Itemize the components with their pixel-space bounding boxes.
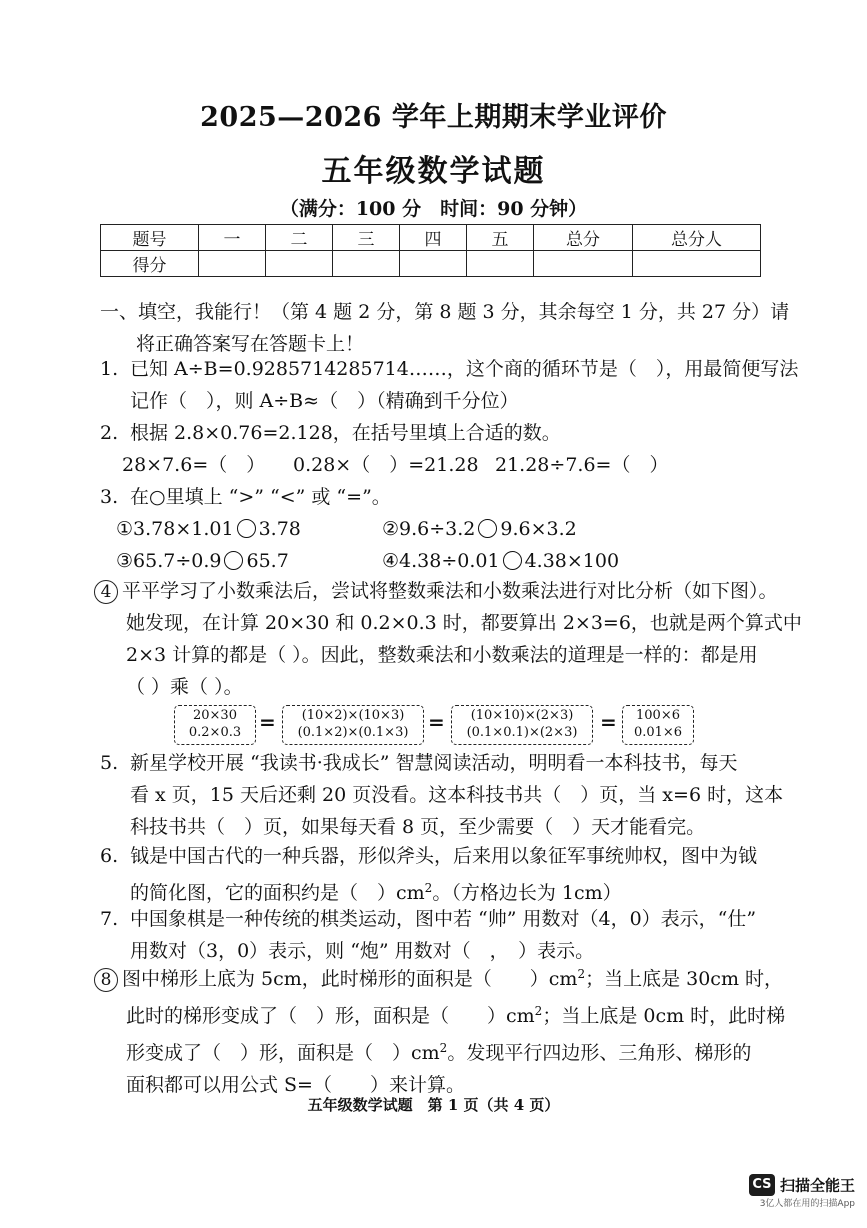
- question-number: 2.: [100, 422, 119, 444]
- answer-circle: [237, 519, 256, 538]
- question-2: [100, 417, 765, 481]
- score-cell: [467, 251, 534, 277]
- question-text-part: 形变成了（ ）形，面积是（ ）cm: [126, 1042, 440, 1064]
- compare-right: 3.78: [258, 518, 301, 540]
- question-number: 6.: [100, 845, 119, 867]
- superscript: 2: [534, 1004, 543, 1018]
- compare-item: [116, 545, 289, 577]
- diagram-box-line: (0.1×2)×(0.1×3): [297, 725, 409, 740]
- scanner-watermark: [749, 1174, 855, 1209]
- diagram-box-line: 0.2×0.3: [188, 725, 242, 740]
- q2-item: 0.28×（ ）=21.28: [293, 454, 479, 476]
- equals-sign: =: [600, 710, 617, 734]
- question-text: 看 x 页，15 天后还剩 20 页没看。这本科技书共（ ）页，当 x=6 时，这本: [130, 784, 784, 806]
- question-text-part: ；当上底是 0cm 时，此时梯: [542, 1005, 786, 1027]
- question-1: [100, 353, 799, 417]
- score-header-cell: 总分人: [633, 225, 761, 251]
- compare-right: 65.7: [246, 550, 289, 572]
- question-number-circled: 4: [94, 580, 118, 604]
- compare-right: 9.6×3.2: [500, 518, 577, 540]
- compare-right: 4.38×100: [524, 550, 620, 572]
- section-heading: [100, 296, 790, 360]
- question-text-part: 。（方格边长为 1cm）: [432, 882, 622, 904]
- question-text-part: ；当上底是 30cm 时，: [585, 968, 784, 990]
- answer-circle: [478, 519, 497, 538]
- watermark-subtitle: 3亿人都在用的扫描App: [759, 1199, 855, 1209]
- question-text: 平平学习了小数乘法后，尝试将整数乘法和小数乘法进行对比分析（如下图）。: [122, 580, 778, 602]
- q2-item: 21.28÷7.6=（ ）: [495, 454, 669, 476]
- question-text-part: 图中梯形上底为 5cm，此时梯形的面积是（ ）cm: [122, 968, 578, 990]
- answer-circle: [224, 551, 243, 570]
- question-text: 用数对（3，0）表示，则 “炮” 用数对（ ， ）表示。: [130, 940, 595, 962]
- question-number: 1.: [100, 358, 119, 380]
- diagram-box: [174, 705, 256, 745]
- diagram-box-line: (10×10)×(2×3): [470, 708, 574, 723]
- question-number: 3.: [100, 486, 119, 508]
- score-header-cell: 一: [199, 225, 266, 251]
- watermark-brand: 扫描全能王: [779, 1176, 855, 1195]
- question-text: 已知 A÷B=0.9285714285714……，这个商的循环节是（ ），用最简便写法: [130, 358, 799, 380]
- score-cell: [333, 251, 400, 277]
- question-text-part: 此时的梯形变成了（ ）形，面积是（ ）cm: [126, 1005, 535, 1027]
- diagram-box-line: (0.1×0.1)×(2×3): [466, 725, 578, 740]
- score-header-cell: 总分: [534, 225, 633, 251]
- compare-left: ④4.38÷0.01: [382, 550, 500, 572]
- question-number: 5.: [100, 752, 119, 774]
- question-text: 钺是中国古代的一种兵器，形似斧头，后来用以象征军事统帅权，图中为钺: [130, 845, 758, 867]
- score-header-cell: 五: [467, 225, 534, 251]
- score-table-score-row: [101, 251, 761, 277]
- score-cell: [633, 251, 761, 277]
- equals-sign: =: [259, 710, 276, 734]
- diagram-box-line: 20×30: [193, 708, 237, 723]
- score-row-label: 得分: [101, 251, 199, 277]
- question-5: [100, 747, 784, 843]
- compare-left: ①3.78×1.01: [116, 518, 234, 540]
- superscript: 2: [577, 967, 586, 981]
- score-header-cell: 三: [333, 225, 400, 251]
- question-text: 根据 2.8×0.76=2.128，在括号里填上合适的数。: [130, 422, 561, 444]
- score-header-cell: 二: [266, 225, 333, 251]
- answer-circle: [503, 551, 522, 570]
- question-text-part: 。发现平行四边形、三角形、梯形的: [447, 1042, 752, 1064]
- compare-item: [116, 513, 301, 545]
- question-number: 7.: [100, 908, 119, 930]
- exam-info: （满分：100 分 时间：90 分钟）: [279, 198, 588, 220]
- compare-item: [382, 545, 619, 577]
- question-text: 中国象棋是一种传统的棋类运动，图中若 “帅” 用数对（4，0）表示，“仕”: [130, 908, 757, 930]
- score-header-cell: 题号: [101, 225, 199, 251]
- score-table-header-row: [101, 225, 761, 251]
- superscript: 2: [424, 881, 433, 895]
- score-header-cell: 四: [400, 225, 467, 251]
- question-text: 在○里填上 “>” “<” 或 “=”。: [130, 486, 391, 508]
- score-cell: [400, 251, 467, 277]
- page-footer: 五年级数学试题 第 1 页（共 4 页）: [307, 1096, 560, 1114]
- question-text-part: 的简化图，它的面积约是（ ）cm: [130, 882, 425, 904]
- question-text: 面积都可以用公式 S=（ ）来计算。: [126, 1074, 465, 1096]
- question-text: 新星学校开展 “我读书·我成长” 智慧阅读活动，明明看一本科技书，每天: [130, 752, 738, 774]
- compare-left: ③65.7÷0.9: [116, 550, 222, 572]
- diagram-box: [622, 705, 694, 745]
- question-text: （ ）乘（ ）。: [126, 676, 243, 698]
- section-heading-line2: 将正确答案写在答题卡上！: [136, 333, 365, 355]
- cs-logo-icon: CS: [749, 1174, 775, 1196]
- score-table: [100, 224, 761, 277]
- score-cell: [266, 251, 333, 277]
- question-text: 她发现，在计算 20×30 和 0.2×0.3 时，都要算出 2×3=6，也就是两个算式中: [126, 612, 802, 634]
- compare-item: [382, 513, 577, 545]
- section-heading-line1: 一、填空，我能行！（第 4 题 2 分，第 8 题 3 分，其余每空 1 分，共 27 分）请: [100, 301, 790, 323]
- score-cell: [199, 251, 266, 277]
- compare-left: ②9.6÷3.2: [382, 518, 476, 540]
- question-number-circled: 8: [94, 968, 118, 992]
- exam-subtitle: 五年级数学试题: [321, 154, 546, 189]
- score-cell: [534, 251, 633, 277]
- question-6: [100, 840, 765, 909]
- question-4: [96, 575, 802, 703]
- question-text: 记作（ ），则 A÷B≈（ ）（精确到千分位）: [130, 390, 519, 412]
- q2-item: 28×7.6=（ ）: [122, 454, 266, 476]
- question-3: [100, 481, 765, 577]
- question-text: 科技书共（ ）页，如果每天看 8 页，至少需要（ ）天才能看完。: [130, 816, 706, 838]
- diagram-box: [451, 705, 593, 745]
- question-8: [96, 958, 786, 1101]
- diagram-box-line: 0.01×6: [633, 725, 683, 740]
- diagram-box: [282, 705, 424, 745]
- diagram-box-line: (10×2)×(10×3): [301, 708, 405, 723]
- exam-title: 2025—2026 学年上期期末学业评价: [200, 102, 667, 133]
- question-text: 2×3 计算的都是（ ）。因此，整数乘法和小数乘法的道理是一样的：都是用: [126, 644, 758, 666]
- superscript: 2: [439, 1041, 448, 1055]
- diagram-box-line: 100×6: [636, 708, 680, 723]
- equals-sign: =: [428, 710, 445, 734]
